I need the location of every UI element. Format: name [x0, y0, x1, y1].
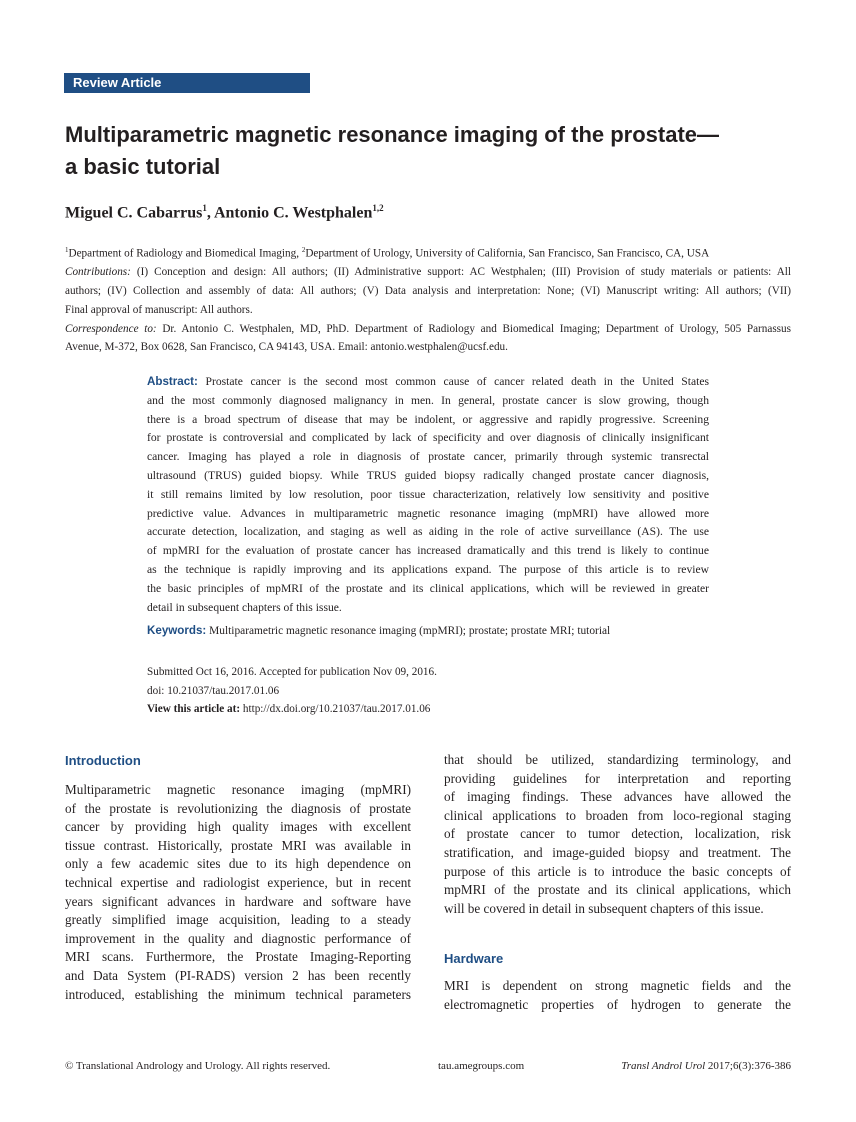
body-line: years significant advances in hardware and software have: [65, 893, 411, 909]
author-name: Miguel C. Cabarrus: [65, 204, 203, 222]
abstract-line: for prostate is controversial and complicated by lack of specificity and over diagnosis of clinically insignificant: [147, 431, 709, 445]
footer-citation: [621, 1060, 791, 1072]
body-line: greatly simplified image acquisition, leading to a steady: [65, 912, 411, 928]
body-line: Multiparametric magnetic resonance imaging (mpMRI): [65, 782, 411, 797]
article-metadata: [147, 663, 437, 719]
hardware-column: [444, 977, 791, 1014]
abstract-block: [147, 373, 709, 617]
abstract-line: of mpMRI for the evaluation of prostate cancer has increased dramatically and this trend is likely to continue: [147, 544, 709, 558]
introduction-column-2: [444, 751, 791, 918]
author-name: Antonio C. Westphalen: [213, 204, 373, 222]
citation-details: 2017;6(3):376-386: [705, 1060, 791, 1072]
body-line: MRI is dependent on strong magnetic fields and the: [444, 978, 791, 993]
view-article-label: View this article at:: [147, 703, 241, 715]
body-line: of imaging findings. These advances have allowed the: [444, 789, 791, 805]
correspondence-line: [65, 320, 791, 339]
hardware-heading: Hardware: [444, 951, 504, 966]
title-line: a basic tutorial: [65, 154, 221, 179]
body-line: cancer by providing high quality images with excellent: [65, 819, 411, 835]
body-line: of the prostate is revolutionizing the diagnosis of prostate: [65, 800, 411, 816]
body-line: introduced, establishing the minimum technical parameters: [65, 986, 411, 1002]
author-list: [65, 203, 384, 222]
correspondence-label: Correspondence to:: [65, 322, 157, 335]
body-line: stratification, and image-guided biopsy and treatment. The: [444, 844, 791, 860]
keywords-text: Multiparametric magnetic resonance imaging (mpMRI); prostate; prostate MRI; tutorial: [206, 625, 611, 637]
abstract-line: and the most commonly diagnosed malignancy in men. In general, prostate cancer is slow growing, though: [147, 393, 709, 407]
affiliations-block: [65, 241, 791, 357]
abstract-line: detail in subsequent chapters of this issue.: [147, 600, 342, 614]
body-line: improvement in the quality and diagnostic performance of: [65, 930, 411, 946]
author-affiliation-marker: 1,2: [372, 203, 384, 213]
contributions-text: (I) Conception and design: All authors; (II) Administrative support: AC Westphalen; (III) Provision of study materials or patients: All: [130, 266, 791, 279]
abstract-line: as the technique is rapidly improving and its applications expand. The purpose of this article is to review: [147, 562, 709, 576]
contributions-line: Final approval of manuscript: All authors.: [65, 303, 253, 316]
body-line: clinical applications to broaden from loco-regional staging: [444, 807, 791, 823]
introduction-column-1: [65, 781, 411, 1004]
body-line: technical expertise and radiologist experience, but in recent: [65, 874, 411, 890]
body-line: electromagnetic properties of hydrogen to generate the: [444, 996, 791, 1012]
abstract-label: Abstract:: [147, 375, 198, 388]
contributions-line: [65, 263, 791, 282]
affiliation-marker: 2: [301, 246, 306, 254]
abstract-line: predictive value. Advances in multiparametric magnetic resonance imaging (mpMRI) have allowed more: [147, 506, 709, 520]
keywords-line: [147, 624, 610, 637]
affiliation-text: Department of Radiology and Biomedical Imaging,: [68, 247, 302, 260]
abstract-line: [147, 373, 709, 392]
introduction-heading: Introduction: [65, 753, 141, 768]
submission-dates: Submitted Oct 16, 2016. Accepted for publication Nov 09, 2016.: [147, 666, 437, 678]
contributions-line: authors; (IV) Collection and assembly of data: All authors; (V) Data analysis and interpretation: None; (VI) Manuscript writing: All authors; (VII): [65, 285, 791, 298]
abstract-line: ultrasound (TRUS) guided biopsy. While TRUS guided biopsy radically changed prostate cancer diagnosis,: [147, 468, 709, 482]
contributions-label: Contributions:: [65, 266, 131, 279]
body-line: purpose of this article is to introduce the basic concepts of: [444, 863, 791, 879]
keywords-label: Keywords:: [147, 624, 207, 637]
body-line: tissue contrast. Historically, prostate MRI was available in: [65, 837, 411, 853]
body-line: will be covered in detail in subsequent chapters of this issue.: [444, 900, 764, 916]
body-line: and Data System (PI-RADS) version 2 has been recently: [65, 967, 411, 983]
footer-copyright: © Translational Andrology and Urology. All rights reserved.: [65, 1060, 331, 1072]
abstract-line: there is a broad spectrum of disease that may be indolent, or aggressive and rapidly progressive. Screening: [147, 412, 709, 426]
doi: doi: 10.21037/tau.2017.01.06: [147, 684, 280, 697]
article-url-link[interactable]: http://dx.doi.org/10.21037/tau.2017.01.06: [240, 703, 431, 715]
author-affiliation-marker: 1: [202, 203, 207, 213]
affiliation-line: [65, 241, 791, 263]
author-separator: ,: [206, 204, 214, 222]
body-line: that should be utilized, standardizing terminology, and: [444, 752, 791, 767]
title-line: Multiparametric magnetic resonance imaging of the prostate—: [65, 122, 720, 147]
body-line: only a few academic sites due to its high dependence on: [65, 856, 411, 872]
article-title: [65, 119, 785, 183]
journal-name: Transl Androl Urol: [621, 1060, 706, 1072]
abstract-line: cancer. Imaging has played a role in diagnosis of prostate cancer, primarily through systemic transrectal: [147, 450, 709, 464]
body-line: providing guidelines for interpretation and reporting: [444, 770, 791, 786]
correspondence-line: Avenue, M-372, Box 0628, San Francisco, CA 94143, USA. Email: antonio.westphalen@ucsf.edu.: [65, 341, 508, 354]
view-article-line: [147, 700, 437, 719]
abstract-line: accurate detection, localization, and staging as well as aiding in the role of active surveillance (AS). The use: [147, 525, 709, 539]
article-type-badge: Review Article: [64, 73, 310, 93]
affiliation-text: Department of Urology, University of California, San Francisco, San Francisco, CA, USA: [305, 247, 710, 260]
footer-website[interactable]: tau.amegroups.com: [438, 1060, 525, 1072]
body-line: mpMRI of the prostate and its clinical applications, which: [444, 882, 791, 898]
correspondence-text: Dr. Antonio C. Westphalen, MD, PhD. Department of Radiology and Biomedical Imaging; Department of Urology, 505 Parnassus: [156, 322, 791, 335]
abstract-text: Prostate cancer is the second most common cause of cancer related death in the United States: [197, 375, 709, 388]
abstract-line: it still remains limited by low resolution, poor tissue characterization, relatively low sensitivity and positive: [147, 487, 709, 501]
body-line: of prostate cancer to tumor detection, localization, risk: [444, 826, 791, 842]
affiliation-marker: 1: [65, 246, 69, 254]
body-line: MRI scans. Furthermore, the Prostate Imaging-Reporting: [65, 949, 411, 965]
abstract-line: the basic principles of mpMRI of the prostate and its clinical applications, which will be reviewed in greater: [147, 581, 709, 595]
